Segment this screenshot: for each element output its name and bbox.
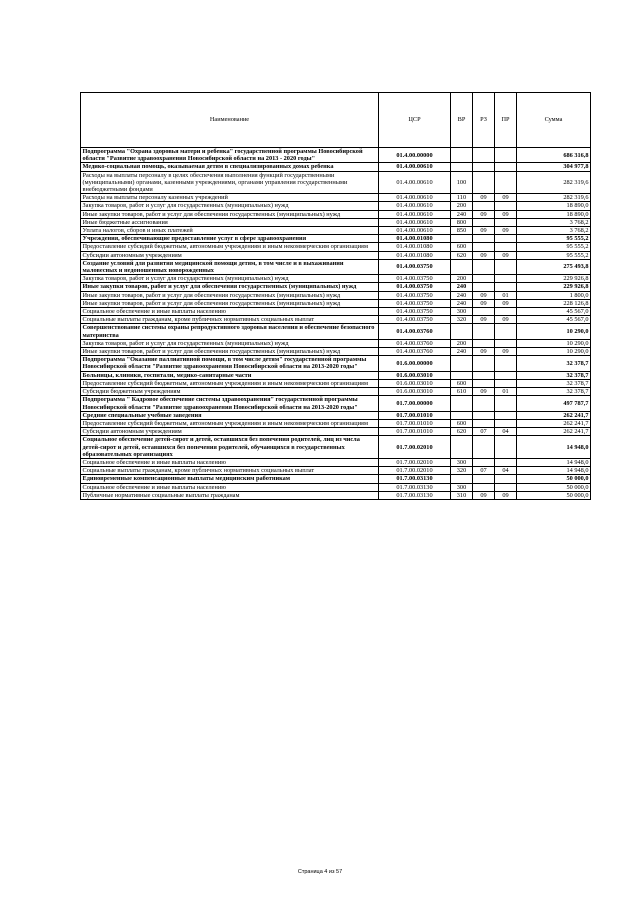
cell-name: Закупка товаров, работ и услуг для государственных (муниципальных) нужд xyxy=(81,339,379,347)
cell-pr xyxy=(495,396,517,411)
cell-vr xyxy=(451,371,473,379)
cell-sum: 282 319,6 xyxy=(517,194,591,202)
cell-sum: 50 000,0 xyxy=(517,491,591,499)
cell-rz xyxy=(473,339,495,347)
cell-name: Расходы на выплаты персоналу казенных учреждений xyxy=(81,194,379,202)
cell-name: Подпрограмма "Охрана здоровья матери и ребенка" государственной программы Новосибирской области "Развитие здравоохранения Новосибирской области на 2013 - 2020 годы" xyxy=(81,148,379,163)
cell-sum: 14 948,0 xyxy=(517,458,591,466)
cell-name: Социальные выплаты гражданам, кроме публичных нормативных социальных выплат xyxy=(81,467,379,475)
cell-name: Публичные нормативные социальные выплаты гражданам xyxy=(81,491,379,499)
cell-rz xyxy=(473,483,495,491)
cell-name: Иные закупки товаров, работ и услуг для обеспечения государственных (муниципальных) нужд xyxy=(81,348,379,356)
cell-vr: 320 xyxy=(451,467,473,475)
cell-csr: 01.4.00.03760 xyxy=(379,339,451,347)
cell-sum: 10 290,0 xyxy=(517,339,591,347)
cell-csr: 01.4.00.00000 xyxy=(379,148,451,163)
cell-sum: 45 567,0 xyxy=(517,316,591,324)
cell-csr: 01.4.00.00610 xyxy=(379,163,451,171)
cell-csr: 01.7.00.03130 xyxy=(379,483,451,491)
cell-csr: 01.4.00.00610 xyxy=(379,194,451,202)
table-row xyxy=(81,316,591,324)
cell-sum: 229 926,8 xyxy=(517,275,591,283)
cell-vr: 600 xyxy=(451,379,473,387)
cell-name: Социальные выплаты гражданам, кроме публичных нормативных социальных выплат xyxy=(81,316,379,324)
table-row xyxy=(81,194,591,202)
cell-name: Медико-социальная помощь, оказываемая детям в специализированных домах ребенка xyxy=(81,163,379,171)
cell-pr: 09 xyxy=(495,299,517,307)
cell-sum: 50 000,0 xyxy=(517,483,591,491)
table-row xyxy=(81,275,591,283)
cell-csr: 01.7.00.03130 xyxy=(379,491,451,499)
header-pr: ПР xyxy=(495,93,517,148)
header-row xyxy=(81,93,591,148)
cell-csr: 01.4.00.03750 xyxy=(379,316,451,324)
table-row xyxy=(81,163,591,171)
cell-rz xyxy=(473,436,495,459)
cell-rz: 09 xyxy=(473,210,495,218)
page-footer: Страница 4 из 57 xyxy=(297,869,343,875)
cell-rz xyxy=(473,371,495,379)
cell-name: Создание условий для развития медицинской помощи детям, в том числе и в выхаживании маловесных и недоношенных новорожденных xyxy=(81,259,379,274)
header-name: Наименование xyxy=(81,93,379,148)
cell-pr xyxy=(495,202,517,210)
cell-name: Иные закупки товаров, работ и услуг для обеспечения государственных (муниципальных) нужд xyxy=(81,283,379,291)
header-rz: РЗ xyxy=(473,93,495,148)
cell-sum: 304 977,8 xyxy=(517,163,591,171)
cell-csr: 01.6.00.03010 xyxy=(379,379,451,387)
cell-pr xyxy=(495,171,517,194)
cell-pr: 09 xyxy=(495,348,517,356)
table-row xyxy=(81,388,591,396)
cell-rz xyxy=(473,396,495,411)
cell-pr xyxy=(495,411,517,419)
table-row xyxy=(81,299,591,307)
cell-sum: 95 555,2 xyxy=(517,235,591,243)
cell-rz xyxy=(473,411,495,419)
cell-rz: 09 xyxy=(473,491,495,499)
cell-pr xyxy=(495,259,517,274)
cell-name: Уплата налогов, сборов и иных платежей xyxy=(81,227,379,235)
cell-pr xyxy=(495,218,517,226)
cell-vr: 100 xyxy=(451,171,473,194)
cell-csr: 01.7.00.01010 xyxy=(379,428,451,436)
cell-csr: 01.7.00.03130 xyxy=(379,475,451,483)
cell-pr xyxy=(495,371,517,379)
budget-table xyxy=(80,92,591,500)
table-header xyxy=(81,93,591,148)
cell-name: Подпрограмма " Кадровое обеспечение системы здравоохранения" государственной программы Новосибирской области "Развитие здравоохранения Новосибирской области на 2013-2020 годы" xyxy=(81,396,379,411)
cell-pr: 04 xyxy=(495,467,517,475)
cell-rz xyxy=(473,171,495,194)
cell-csr: 01.4.00.00610 xyxy=(379,227,451,235)
table-row xyxy=(81,356,591,371)
cell-rz xyxy=(473,163,495,171)
table-row xyxy=(81,259,591,274)
cell-pr: 01 xyxy=(495,388,517,396)
cell-sum: 228 126,8 xyxy=(517,299,591,307)
cell-sum: 18 890,0 xyxy=(517,210,591,218)
cell-rz: 07 xyxy=(473,467,495,475)
table-row xyxy=(81,467,591,475)
table-row xyxy=(81,251,591,259)
cell-name: Единовременные компенсационные выплаты медицинским работникам xyxy=(81,475,379,483)
cell-rz xyxy=(473,275,495,283)
cell-rz xyxy=(473,283,495,291)
cell-csr: 01.6.00.00000 xyxy=(379,356,451,371)
cell-rz xyxy=(473,259,495,274)
cell-sum: 262 241,7 xyxy=(517,419,591,427)
cell-csr: 01.4.00.00610 xyxy=(379,202,451,210)
cell-csr: 01.4.00.03750 xyxy=(379,308,451,316)
cell-name: Социальное обеспечение и иные выплаты населению xyxy=(81,483,379,491)
cell-csr: 01.7.00.00000 xyxy=(379,396,451,411)
cell-name: Социальное обеспечение и иные выплаты населению xyxy=(81,458,379,466)
cell-name: Предоставление субсидий бюджетным, автономным учреждениям и иным некоммерческим организациям xyxy=(81,243,379,251)
cell-csr: 01.4.00.03750 xyxy=(379,283,451,291)
cell-csr: 01.7.00.01010 xyxy=(379,419,451,427)
cell-rz: 07 xyxy=(473,428,495,436)
cell-sum: 10 290,0 xyxy=(517,324,591,339)
cell-name: Иные закупки товаров, работ и услуг для обеспечения государственных (муниципальных) нужд xyxy=(81,291,379,299)
table-row xyxy=(81,491,591,499)
cell-csr: 01.7.00.02010 xyxy=(379,467,451,475)
table-row xyxy=(81,419,591,427)
cell-name: Субсидии автономным учреждениям xyxy=(81,428,379,436)
cell-vr xyxy=(451,324,473,339)
cell-sum: 282 319,6 xyxy=(517,171,591,194)
table-row xyxy=(81,148,591,163)
cell-sum: 18 890,0 xyxy=(517,202,591,210)
cell-csr: 01.4.00.00610 xyxy=(379,218,451,226)
table-row xyxy=(81,339,591,347)
cell-pr xyxy=(495,324,517,339)
table-row xyxy=(81,428,591,436)
cell-pr xyxy=(495,419,517,427)
cell-csr: 01.7.00.01010 xyxy=(379,411,451,419)
cell-pr: 04 xyxy=(495,428,517,436)
cell-csr: 01.4.00.03750 xyxy=(379,275,451,283)
table-row xyxy=(81,243,591,251)
cell-pr xyxy=(495,379,517,387)
cell-sum: 262 241,7 xyxy=(517,411,591,419)
table-row xyxy=(81,210,591,218)
cell-rz xyxy=(473,475,495,483)
table-row xyxy=(81,235,591,243)
cell-csr: 01.4.00.03760 xyxy=(379,348,451,356)
cell-vr xyxy=(451,235,473,243)
cell-vr xyxy=(451,411,473,419)
cell-rz: 09 xyxy=(473,227,495,235)
table-row xyxy=(81,411,591,419)
table-row xyxy=(81,379,591,387)
cell-sum: 10 290,0 xyxy=(517,348,591,356)
cell-name: Средние специальные учебные заведения xyxy=(81,411,379,419)
cell-vr: 200 xyxy=(451,275,473,283)
cell-pr: 01 xyxy=(495,291,517,299)
cell-sum: 32 378,7 xyxy=(517,371,591,379)
header-sum: Сумма xyxy=(517,93,591,148)
cell-rz xyxy=(473,324,495,339)
cell-name: Закупка товаров, работ и услуг для государственных (муниципальных) нужд xyxy=(81,275,379,283)
cell-pr xyxy=(495,436,517,459)
cell-csr: 01.7.00.02010 xyxy=(379,458,451,466)
cell-rz xyxy=(473,308,495,316)
table-row xyxy=(81,371,591,379)
cell-name: Предоставление субсидий бюджетным, автономным учреждениям и иным некоммерческим организациям xyxy=(81,379,379,387)
cell-name: Субсидии бюджетным учреждениям xyxy=(81,388,379,396)
cell-rz: 09 xyxy=(473,348,495,356)
cell-vr: 200 xyxy=(451,202,473,210)
cell-vr: 620 xyxy=(451,428,473,436)
cell-rz xyxy=(473,419,495,427)
cell-sum: 1 800,0 xyxy=(517,291,591,299)
cell-pr xyxy=(495,163,517,171)
cell-rz xyxy=(473,243,495,251)
table-body xyxy=(81,148,591,500)
cell-sum: 3 768,2 xyxy=(517,218,591,226)
cell-pr: 09 xyxy=(495,316,517,324)
cell-pr xyxy=(495,339,517,347)
cell-sum: 32 378,7 xyxy=(517,388,591,396)
cell-vr: 620 xyxy=(451,251,473,259)
cell-sum: 229 926,8 xyxy=(517,283,591,291)
cell-vr: 300 xyxy=(451,308,473,316)
cell-name: Больницы, клиники, госпитали, медико-санитарные части xyxy=(81,371,379,379)
table-row xyxy=(81,227,591,235)
table-row xyxy=(81,475,591,483)
cell-vr: 610 xyxy=(451,388,473,396)
cell-csr: 01.4.00.01080 xyxy=(379,235,451,243)
header-vr: ВР xyxy=(451,93,473,148)
cell-vr xyxy=(451,436,473,459)
cell-rz xyxy=(473,148,495,163)
table-row xyxy=(81,283,591,291)
cell-pr: 09 xyxy=(495,194,517,202)
cell-vr: 240 xyxy=(451,283,473,291)
cell-vr: 320 xyxy=(451,316,473,324)
cell-rz xyxy=(473,218,495,226)
cell-vr xyxy=(451,356,473,371)
cell-vr: 240 xyxy=(451,291,473,299)
header-csr: ЦСР xyxy=(379,93,451,148)
cell-name: Социальное обеспечение и иные выплаты населению xyxy=(81,308,379,316)
table-row xyxy=(81,202,591,210)
cell-csr: 01.4.00.03750 xyxy=(379,299,451,307)
cell-name: Предоставление субсидий бюджетным, автономным учреждениям и иным некоммерческим организациям xyxy=(81,419,379,427)
cell-rz xyxy=(473,202,495,210)
table-row xyxy=(81,308,591,316)
cell-rz: 09 xyxy=(473,291,495,299)
cell-vr xyxy=(451,148,473,163)
cell-sum: 45 567,0 xyxy=(517,308,591,316)
cell-pr: 09 xyxy=(495,491,517,499)
cell-name: Расходы на выплаты персоналу в целях обеспечения выполнения функций государственными (муниципальными) органами, казенными учреждениями, органами управления государственными внебюджетными фондами xyxy=(81,171,379,194)
cell-pr xyxy=(495,458,517,466)
cell-name: Социальное обеспечение детей-сирот и детей, оставшихся без попечения родителей, лиц из числа детей-сирот и детей, оставшихся без попечения родителей, обучающихся в государственных образовательных организациях xyxy=(81,436,379,459)
cell-name: Иные закупки товаров, работ и услуг для обеспечения государственных (муниципальных) нужд xyxy=(81,299,379,307)
cell-sum: 32 378,7 xyxy=(517,356,591,371)
cell-name: Подпрограмма "Оказание паллиативной помощи, в том числе детям" государственной программы Новосибирской области "Развитие здравоохранения Новосибирской области на 2013-2020 годы" xyxy=(81,356,379,371)
cell-name: Совершенствование системы охраны репродуктивного здоровья населения и обеспечение безопасного материнства xyxy=(81,324,379,339)
cell-name: Субсидии автономным учреждениям xyxy=(81,251,379,259)
cell-pr xyxy=(495,243,517,251)
cell-rz: 09 xyxy=(473,316,495,324)
cell-vr: 240 xyxy=(451,348,473,356)
cell-vr xyxy=(451,259,473,274)
table-row xyxy=(81,483,591,491)
cell-csr: 01.4.00.03760 xyxy=(379,324,451,339)
cell-name: Иные бюджетные ассигнования xyxy=(81,218,379,226)
cell-csr: 01.4.00.01080 xyxy=(379,243,451,251)
cell-rz: 09 xyxy=(473,388,495,396)
cell-vr: 800 xyxy=(451,218,473,226)
cell-csr: 01.7.00.02010 xyxy=(379,436,451,459)
table-row xyxy=(81,458,591,466)
cell-csr: 01.6.00.03010 xyxy=(379,371,451,379)
cell-vr: 600 xyxy=(451,419,473,427)
cell-vr: 110 xyxy=(451,194,473,202)
table-row xyxy=(81,218,591,226)
cell-sum: 14 948,0 xyxy=(517,436,591,459)
cell-csr: 01.4.00.03750 xyxy=(379,259,451,274)
cell-vr: 240 xyxy=(451,299,473,307)
cell-vr: 200 xyxy=(451,339,473,347)
cell-sum: 686 316,8 xyxy=(517,148,591,163)
cell-name: Иные закупки товаров, работ и услуг для обеспечения государственных (муниципальных) нужд xyxy=(81,210,379,218)
cell-rz xyxy=(473,235,495,243)
cell-rz xyxy=(473,458,495,466)
cell-csr: 01.4.00.00610 xyxy=(379,210,451,218)
cell-pr xyxy=(495,148,517,163)
cell-rz: 09 xyxy=(473,194,495,202)
cell-vr: 600 xyxy=(451,243,473,251)
cell-vr xyxy=(451,396,473,411)
cell-vr: 850 xyxy=(451,227,473,235)
cell-pr: 09 xyxy=(495,227,517,235)
cell-pr xyxy=(495,483,517,491)
cell-csr: 01.4.00.03750 xyxy=(379,291,451,299)
cell-pr xyxy=(495,235,517,243)
table-row xyxy=(81,291,591,299)
table-row xyxy=(81,436,591,459)
cell-sum: 262 241,7 xyxy=(517,428,591,436)
cell-sum: 95 555,2 xyxy=(517,243,591,251)
cell-vr: 300 xyxy=(451,458,473,466)
cell-pr xyxy=(495,275,517,283)
cell-sum: 32 378,7 xyxy=(517,379,591,387)
cell-pr xyxy=(495,308,517,316)
table-row xyxy=(81,171,591,194)
table-row xyxy=(81,396,591,411)
cell-vr xyxy=(451,475,473,483)
cell-sum: 50 000,0 xyxy=(517,475,591,483)
cell-sum: 497 787,7 xyxy=(517,396,591,411)
cell-csr: 01.6.00.03010 xyxy=(379,388,451,396)
cell-sum: 95 555,2 xyxy=(517,251,591,259)
cell-pr xyxy=(495,283,517,291)
cell-sum: 14 948,0 xyxy=(517,467,591,475)
cell-pr: 09 xyxy=(495,251,517,259)
cell-sum: 275 493,8 xyxy=(517,259,591,274)
cell-vr xyxy=(451,163,473,171)
cell-rz: 09 xyxy=(473,251,495,259)
table-row xyxy=(81,324,591,339)
cell-pr: 09 xyxy=(495,210,517,218)
table-row xyxy=(81,348,591,356)
cell-vr: 240 xyxy=(451,210,473,218)
cell-vr: 300 xyxy=(451,483,473,491)
cell-pr xyxy=(495,356,517,371)
cell-rz xyxy=(473,356,495,371)
cell-pr xyxy=(495,475,517,483)
cell-csr: 01.4.00.01080 xyxy=(379,251,451,259)
cell-rz xyxy=(473,379,495,387)
cell-sum: 3 768,2 xyxy=(517,227,591,235)
cell-vr: 310 xyxy=(451,491,473,499)
cell-csr: 01.4.00.00610 xyxy=(379,171,451,194)
cell-name: Закупка товаров, работ и услуг для государственных (муниципальных) нужд xyxy=(81,202,379,210)
cell-rz: 09 xyxy=(473,299,495,307)
cell-name: Учреждения, обеспечивающие предоставление услуг в сфере здравоохранения xyxy=(81,235,379,243)
